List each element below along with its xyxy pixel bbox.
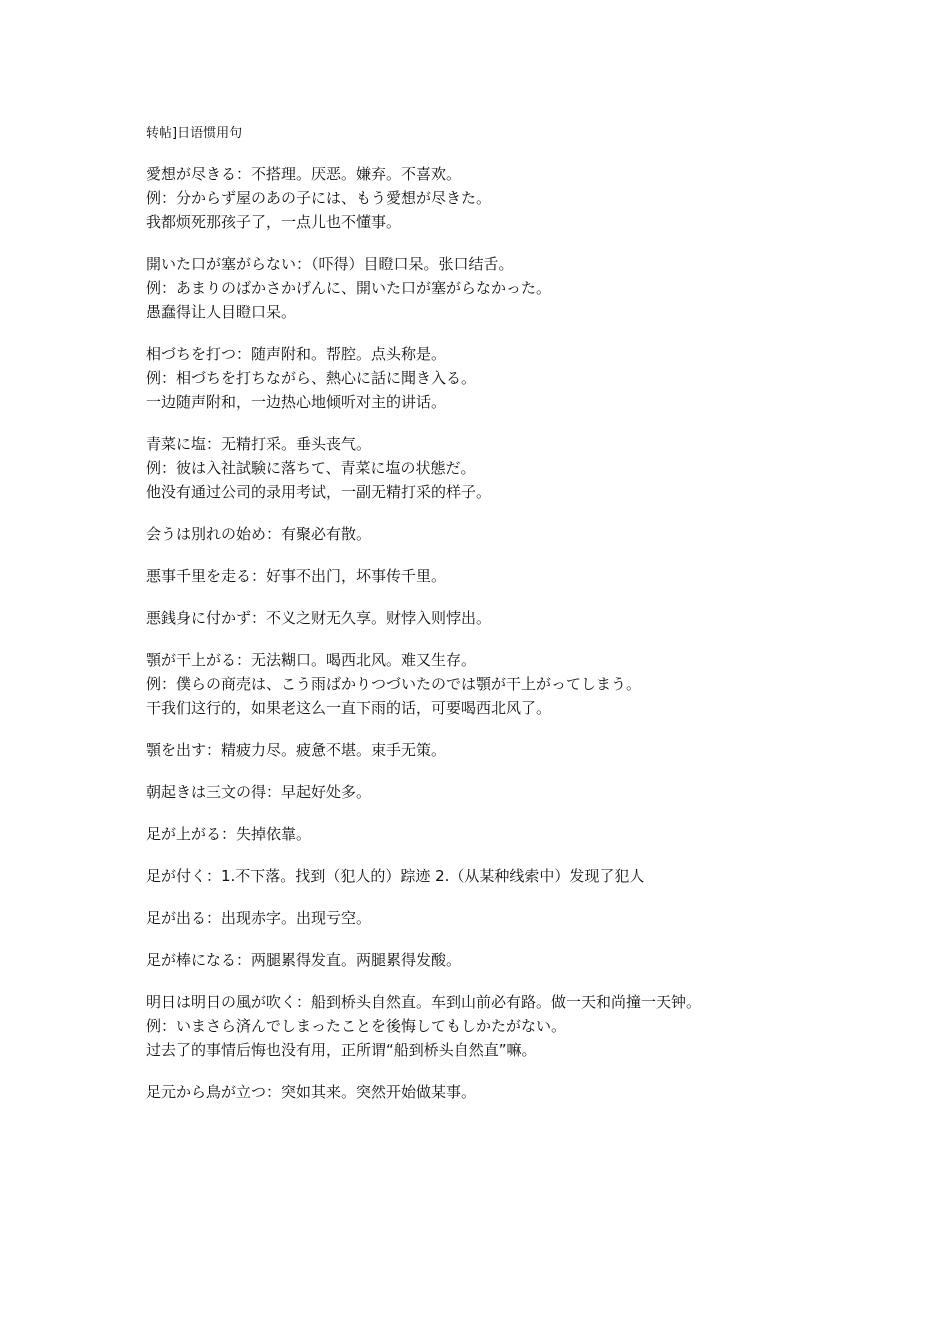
idiom-entry	[146, 252, 926, 324]
idiom-translation: 愚蠢得让人目瞪口呆。	[146, 303, 297, 321]
idiom-phrase: 顎が干上がる：无法糊口。喝西北风。难又生存。	[146, 651, 477, 669]
idiom-phrase: 足が上がる：失掉依靠。	[146, 825, 312, 843]
idiom-entry	[146, 822, 926, 846]
idiom-translation: 干我们这行的，如果老这么一直下雨的话，可要喝西北风了。	[146, 699, 552, 717]
idiom-example: 例：僕らの商売は、こう雨ばかりつづいたのでは顎が干上がってしまう。	[146, 675, 642, 693]
idiom-entry	[146, 864, 926, 888]
document-page	[146, 126, 926, 1122]
idiom-example: 例：あまりのばかさかげんに、開いた口が塞がらなかった。	[146, 279, 552, 297]
idiom-entry	[146, 738, 926, 762]
idiom-example: 例：相づちを打ちながら、熱心に話に聞き入る。	[146, 369, 477, 387]
idiom-entry	[146, 564, 926, 588]
idiom-phrase: 足が付く：1.不下落。找到（犯人的）踪迹 2.（从某种线索中）发现了犯人	[146, 867, 645, 885]
idiom-entry	[146, 606, 926, 630]
idiom-entry	[146, 780, 926, 804]
idiom-translation: 我都烦死那孩子了，一点儿也不懂事。	[146, 213, 402, 231]
idiom-example: 例：いまさら済んでしまったことを後悔してもしかたがない。	[146, 1017, 567, 1035]
idiom-example: 例：分からず屋のあの子には、もう愛想が尽きた。	[146, 189, 492, 207]
idiom-phrase: 顎を出す：精疲力尽。疲惫不堪。束手无策。	[146, 741, 447, 759]
idiom-phrase: 悪銭身に付かず：不义之财无久享。财悖入则悖出。	[146, 609, 492, 627]
idiom-entry	[146, 432, 926, 504]
idiom-phrase: 朝起きは三文の得：早起好处多。	[146, 783, 372, 801]
idiom-phrase: 開いた口が塞がらない：（吓得）目瞪口呆。张口结舌。	[146, 255, 514, 273]
idiom-entry	[146, 906, 926, 930]
idiom-phrase: 足が出る：出现赤字。出现亏空。	[146, 909, 372, 927]
idiom-entry	[146, 162, 926, 234]
idiom-translation: 过去了的事情后悔也没有用，正所谓“船到桥头自然直”嘛。	[146, 1041, 537, 1059]
idiom-example: 例：彼は入社試験に落ちて、青菜に塩の状態だ。	[146, 459, 476, 477]
idiom-phrase: 足元から鳥が立つ：突如其来。突然开始做某事。	[146, 1083, 477, 1101]
idiom-entry	[146, 948, 926, 972]
idiom-entry	[146, 1080, 926, 1104]
idiom-phrase: 青菜に塩：无精打采。垂头丧气。	[146, 435, 372, 453]
idiom-phrase: 明日は明日の風が吹く：船到桥头自然直。车到山前必有路。做一天和尚撞一天钟。	[146, 993, 702, 1011]
idiom-entry	[146, 342, 926, 414]
idiom-phrase: 相づちを打つ：随声附和。帮腔。点头称是。	[146, 345, 447, 363]
idiom-phrase: 愛想が尽きる：不搭理。厌恶。嫌弃。不喜欢。	[146, 165, 462, 183]
idiom-entry	[146, 522, 926, 546]
idiom-phrase: 会うは別れの始め：有聚必有散。	[146, 525, 372, 543]
idiom-entry	[146, 648, 926, 720]
idiom-entry	[146, 990, 926, 1062]
idiom-translation: 他没有通过公司的录用考试，一副无精打采的样子。	[146, 483, 492, 501]
document-title: 转帖]日语惯用句	[146, 126, 243, 141]
idiom-phrase: 足が棒になる：两腿累得发直。两腿累得发酸。	[146, 951, 462, 969]
idiom-translation: 一边随声附和，一边热心地倾听对主的讲话。	[146, 393, 447, 411]
idiom-phrase: 悪事千里を走る：好事不出门，坏事传千里。	[146, 567, 447, 585]
